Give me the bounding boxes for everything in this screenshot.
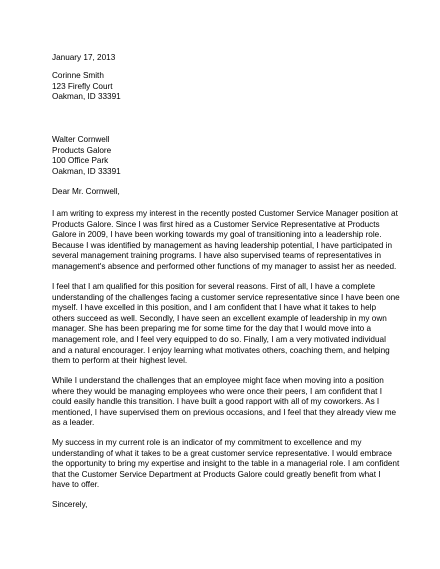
paragraph-line: and a natural encourager. I enjoy learning what motivates others, coaching them, and helping: [52, 345, 390, 355]
paragraph-line: I am writing to express my interest in the recently posted Customer Service Manager position at: [52, 209, 398, 218]
paragraph-line: understanding of what it takes to be a great customer service representative. I would embrace: [52, 448, 392, 458]
paragraph-line: management's absence and performed other functions of my manager to assist her as needed.: [52, 261, 397, 271]
sender-address: [52, 71, 397, 103]
paragraph-line: as a leader.: [52, 418, 95, 428]
paragraph-line: have to offer.: [52, 480, 100, 490]
recipient-city: Oakman, ID 33391: [52, 166, 121, 176]
body-paragraph-3: [52, 376, 397, 429]
paragraph-line: could easily handle this transition. I have built a good rapport with all of my coworkers. As I: [52, 397, 380, 407]
paragraph-line: myself. I have excelled in this position, and I am confident that I have what it takes to help: [52, 303, 377, 313]
paragraph-line: them to perform at their highest level.: [52, 356, 188, 366]
paragraph-line: My success in my current role is an indicator of my commitment to excellence and my: [52, 438, 362, 447]
paragraph-line: the opportunity to bring my expertise and insight to the table in a managerial role. I am confident: [52, 459, 400, 469]
paragraph-line: where they would be managing employees who were once their peers, I am confident that I: [52, 386, 382, 396]
paragraph-line: Galore in 2009, I have been working towards my goal of transitioning into a leadership role.: [52, 230, 382, 240]
sender-street: 123 Firefly Court: [52, 81, 113, 91]
body-paragraph-1: [52, 209, 397, 273]
paragraph-line: Products Galore. Since I was first hired as a Customer Service Representative at Products: [52, 219, 380, 229]
paragraph-line: others succeed as well. Secondly, I have seen an excellent example of leadership in my own: [52, 313, 387, 323]
paragraph-line: Because I was identified by management as having leadership potential, I have participated in: [52, 240, 392, 250]
recipient-name: Walter Cornwell: [52, 135, 110, 144]
body-paragraph-2: [52, 282, 400, 367]
closing-text: Sincerely,: [52, 500, 88, 509]
recipient-street: 100 Office Park: [52, 156, 109, 166]
paragraph-line: While I understand the challenges that an employee might face when moving into a position: [52, 376, 384, 385]
paragraph-line: understanding of the challenges facing a customer service representative since I have been one: [52, 292, 400, 302]
date-text: January 17, 2013: [52, 53, 116, 62]
paragraph-line: management role, and I feel very equipped to do so. Finally, I am a very motivated individual: [52, 334, 386, 344]
sender-city: Oakman, ID 33391: [52, 92, 121, 102]
closing: [52, 500, 397, 511]
salutation-text: Dear Mr. Cornwell,: [52, 187, 120, 196]
paragraph-line: I feel that I am qualified for this position for several reasons. First of all, I have a complete: [52, 282, 376, 291]
letter-date: [52, 53, 397, 64]
body-paragraph-4: [52, 438, 400, 491]
paragraph-line: several management training programs. I have also supervised teams of representatives in: [52, 251, 382, 261]
paragraph-line: that the Customer Service Department at Products Galore could greatly benefit from what I: [52, 469, 381, 479]
paragraph-line: manager. She has been preparing me for some time for the day that I would move into a: [52, 324, 372, 334]
recipient-address: [52, 135, 397, 177]
sender-name: Corinne Smith: [52, 71, 104, 80]
recipient-company: Products Galore: [52, 145, 112, 155]
salutation: [52, 187, 397, 198]
paragraph-line: mentioned, I have supervised them on previous occasions, and I feel that they already view me: [52, 407, 397, 417]
